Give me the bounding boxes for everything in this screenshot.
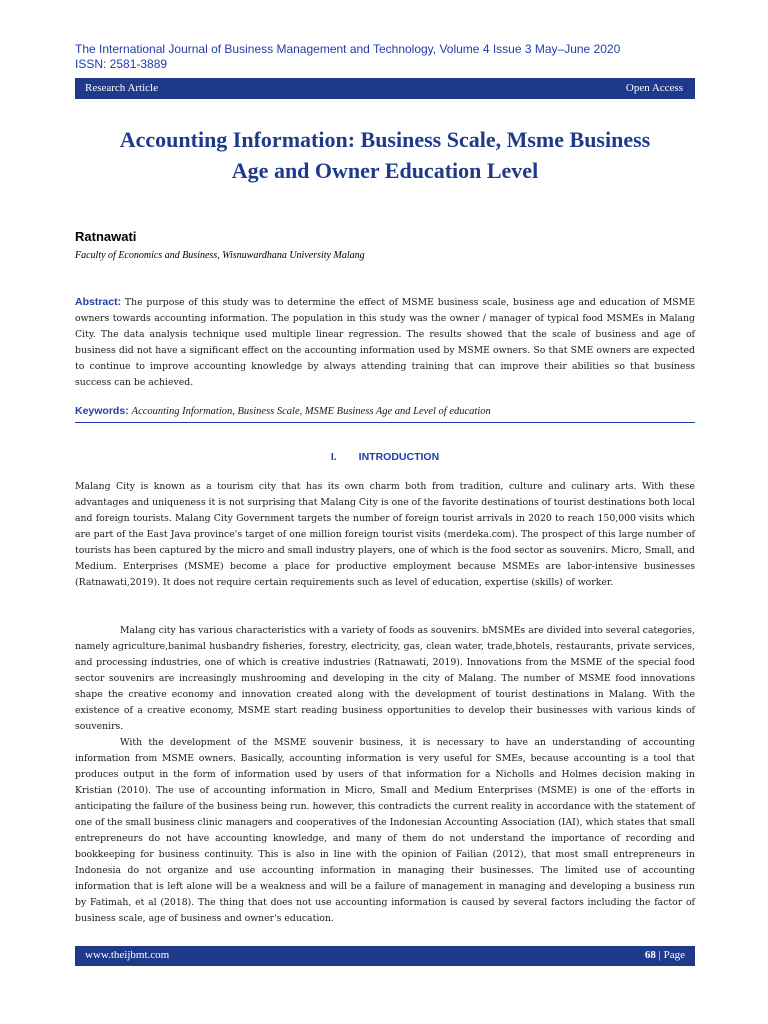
access-label: Open Access bbox=[625, 82, 683, 94]
section-number: I. bbox=[330, 451, 337, 463]
journal-url[interactable]: www.theijbmt.com bbox=[85, 949, 170, 961]
keywords bbox=[75, 403, 695, 420]
divider bbox=[75, 422, 695, 423]
author-name: Ratnawati bbox=[75, 229, 137, 244]
journal-line: The International Journal of Business Management and Technology, Volume 4 Issue 3 May–June 2020 bbox=[75, 42, 621, 56]
abstract-label: Abstract: bbox=[75, 296, 122, 308]
keywords-text: Accounting Information, Business Scale, MSME Business Age and Level of education bbox=[131, 406, 491, 417]
title-line-1: Accounting Information: Business Scale, Msme Business bbox=[119, 127, 651, 152]
title-line-2: Age and Owner Education Level bbox=[231, 158, 539, 183]
page-label: Page bbox=[663, 949, 685, 961]
page-footer bbox=[75, 946, 695, 966]
body-paragraph-3: With the development of the MSME souvenir business, it is necessary to have an understanding of accounting information from MSME owners. Basically, accounting information is very useful for SMEs, because accounting is a tool that produces output in the form of information used by users of that information for a Nicholls and Holmes decision making in Kristian (2010). The use of accounting information in Micro, Small and Medium Enterprises (MSME) is one of the efforts in anticipating the failure of the business being run. however, this contradicts the current reality in accordance with the statement of one of the small business clinic managers and cooperatives of the Indonesian Accounting Association (IAI), which states that small entrepreneurs do not have accounting knowledge, and many of them do not understand the importance of recording and bookkeeping for business continuity. This is also in line with the opinion of Failian (2012), that most small entrepreneurs in Indonesia do not organize and use accounting information in managing their businesses. The limited use of accounting information that is left alone will be a weakness and will be a failure of management in managing and developing a business run by Fatimah, et al (2018). The thing that does not use accounting information is caused by several factors including the factor of business scale, age of business and owner's education. bbox=[75, 737, 695, 924]
article-title bbox=[75, 124, 695, 186]
author-affiliation: Faculty of Economics and Business, Wisnuwardhana University Malang bbox=[75, 250, 365, 261]
issn: ISSN: 2581-3889 bbox=[75, 57, 168, 71]
page-number: 68 bbox=[644, 949, 656, 961]
keywords-label: Keywords: bbox=[75, 405, 129, 417]
article-type-banner bbox=[75, 78, 695, 99]
section-heading bbox=[75, 451, 695, 463]
page-indicator: 68 | Page bbox=[644, 949, 685, 961]
body-paragraph-2: Malang city has various characteristics with a variety of foods as souvenirs. bMSMEs are divided into several categories, namely agriculture,banimal husbandry fisheries, forestry, electricity, gas, clean water, trade,bhotels, restaurants, private services, and processing industries, one of which is creative industries (Ratnawati, 2019). Innovations from the MSME of the special food sector souvenirs are increasingly mushrooming and developing in the city of Malang. The number of MSME food innovations shape the creative economy and innovation created along with the development of tourist destinations in Malang. With the existence of a creative economy, MSME start reading business opportunities to develop their businesses with various kinds of souvenirs. bbox=[75, 625, 695, 732]
section-title: INTRODUCTION bbox=[358, 451, 440, 463]
abstract bbox=[75, 294, 695, 391]
body-paragraph-1: Malang City is known as a tourism city that has its own charm both from tradition, culture and culinary arts. With these advantages and uniqueness it is not surprising that Malang City is one of the favorite destinations of tourist destinations both local and foreign tourists. Malang City Government targets the number of foreign tourist arrivals in 2020 to reach 150,000 visits which are part of the East Java province's target of one million foreign tourist visits (merdeka.com). The prospect of this large number of tourists has been captured by the micro and small industry players, one of which is the food sector as souvenirs. Micro, Small, and Medium. Enterprises (MSME) become a place for productive employment because MSMEs are labor-intensive businesses (Ratnawati,2019). It does not require certain requirements such as level of education, expertise (skills) of worker. bbox=[75, 481, 695, 588]
article-type-label: Research Article bbox=[85, 82, 158, 94]
abstract-text: The purpose of this study was to determine the effect of MSME business scale, business age and education of MSME owners towards accounting information. The population in this study was the owner / manager of typical food MSMEs in Malang City. The data analysis technique used multiple linear regression. The results showed that the scale of business and age of business did not have a significant effect on the accounting information used by MSME owners. So that SME owners are expected to continue to improve accounting knowledge by always attending training that can improve their abilities so that business success can be achieved. bbox=[75, 297, 695, 388]
journal-header bbox=[75, 42, 620, 72]
